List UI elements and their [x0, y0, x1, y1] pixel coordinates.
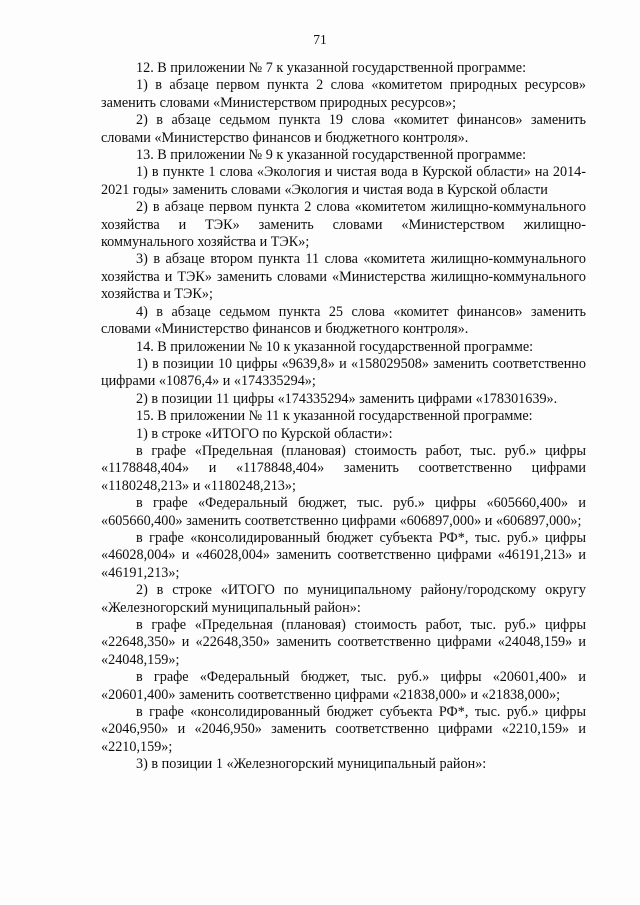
- paragraph: 3) в позиции 1 «Железногорский муниципальный район»:: [136, 756, 487, 773]
- document-body: [101, 60, 586, 774]
- paragraph: 2) в абзаце седьмом пункта 19 слова «комитет финансов» заменить словами «Министерство финансов и бюджетного контроля».: [101, 112, 586, 146]
- paragraph: в графе «Федеральный бюджет, тыс. руб.» цифры «605660,400» и «605660,400» заменить соответственно цифрами «606897,000» и «606897,000»;: [101, 495, 586, 529]
- page-number: 71: [313, 32, 327, 47]
- paragraph: в графе «консолидированный бюджет субъекта РФ*, тыс. руб.» цифры «2046,950» и «2046,950» заменить соответственно цифрами «2210,159» и «2210,159»;: [101, 704, 586, 755]
- paragraph: 13. В приложении № 9 к указанной государственной программе:: [136, 147, 527, 164]
- paragraph: 1) в пункте 1 слова «Экология и чистая вода в Курской области» на 2014-2021 годы» заменить словами «Экология и чистая вода в Курской области: [101, 164, 586, 198]
- paragraph: 15. В приложении № 11 к указанной государственной программе:: [136, 408, 533, 425]
- paragraph: 2) в позиции 11 цифры «174335294» заменить цифрами «178301639».: [136, 390, 558, 407]
- paragraph: в графе «консолидированный бюджет субъекта РФ*, тыс. руб.» цифры «46028,004» и «46028,004» заменить соответственно цифрами «46191,213» и «46191,213»;: [101, 529, 586, 581]
- paragraph: 2) в строке «ИТОГО по муниципальному району/городскому округу «Железногорский муниципальный район»:: [101, 582, 586, 616]
- paragraph: 3) в абзаце втором пункта 11 слова «комитета жилищно-коммунального хозяйства и ТЭК» заменить словами «Министерства жилищно-коммунального хозяйства и ТЭК»;: [101, 251, 586, 303]
- paragraph: в графе «Федеральный бюджет, тыс. руб.» цифры «20601,400» и «20601,400» заменить соответственно цифрами «21838,000» и «21838,000»;: [101, 669, 586, 703]
- paragraph: 4) в абзаце седьмом пункта 25 слова «комитет финансов» заменить словами «Министерство финансов и бюджетного контроля».: [101, 303, 586, 338]
- paragraph: 1) в позиции 10 цифры «9639,8» и «158029508» заменить соответственно цифрами «10876,4» и «174335294»;: [101, 355, 586, 390]
- paragraph: 14. В приложении № 10 к указанной государственной программе:: [136, 338, 534, 355]
- paragraph: 2) в абзаце первом пункта 2 слова «комитетом жилищно-коммунального хозяйства и ТЭК» заменить словами «Министерством жилищно-коммунального хозяйства и ТЭК»;: [101, 199, 586, 251]
- paragraph: 1) в строке «ИТОГО по Курской области»:: [136, 425, 393, 442]
- paragraph: 12. В приложении № 7 к указанной государственной программе:: [136, 60, 527, 76]
- paragraph: в графе «Предельная (плановая) стоимость работ, тыс. руб.» цифры «22648,350» и «22648,350» заменить соответственно цифрами «24048,159» и «24048,159»;: [101, 617, 586, 668]
- paragraph: в графе «Предельная (плановая) стоимость работ, тыс. руб.» цифры «1178848,404» и «1178848,404» заменить соответственно цифрами «1180248,213» и «1180248,213»;: [101, 442, 586, 494]
- paragraph: 1) в абзаце первом пункта 2 слова «комитетом природных ресурсов» заменить словами «Министерством природных ресурсов»;: [101, 77, 586, 111]
